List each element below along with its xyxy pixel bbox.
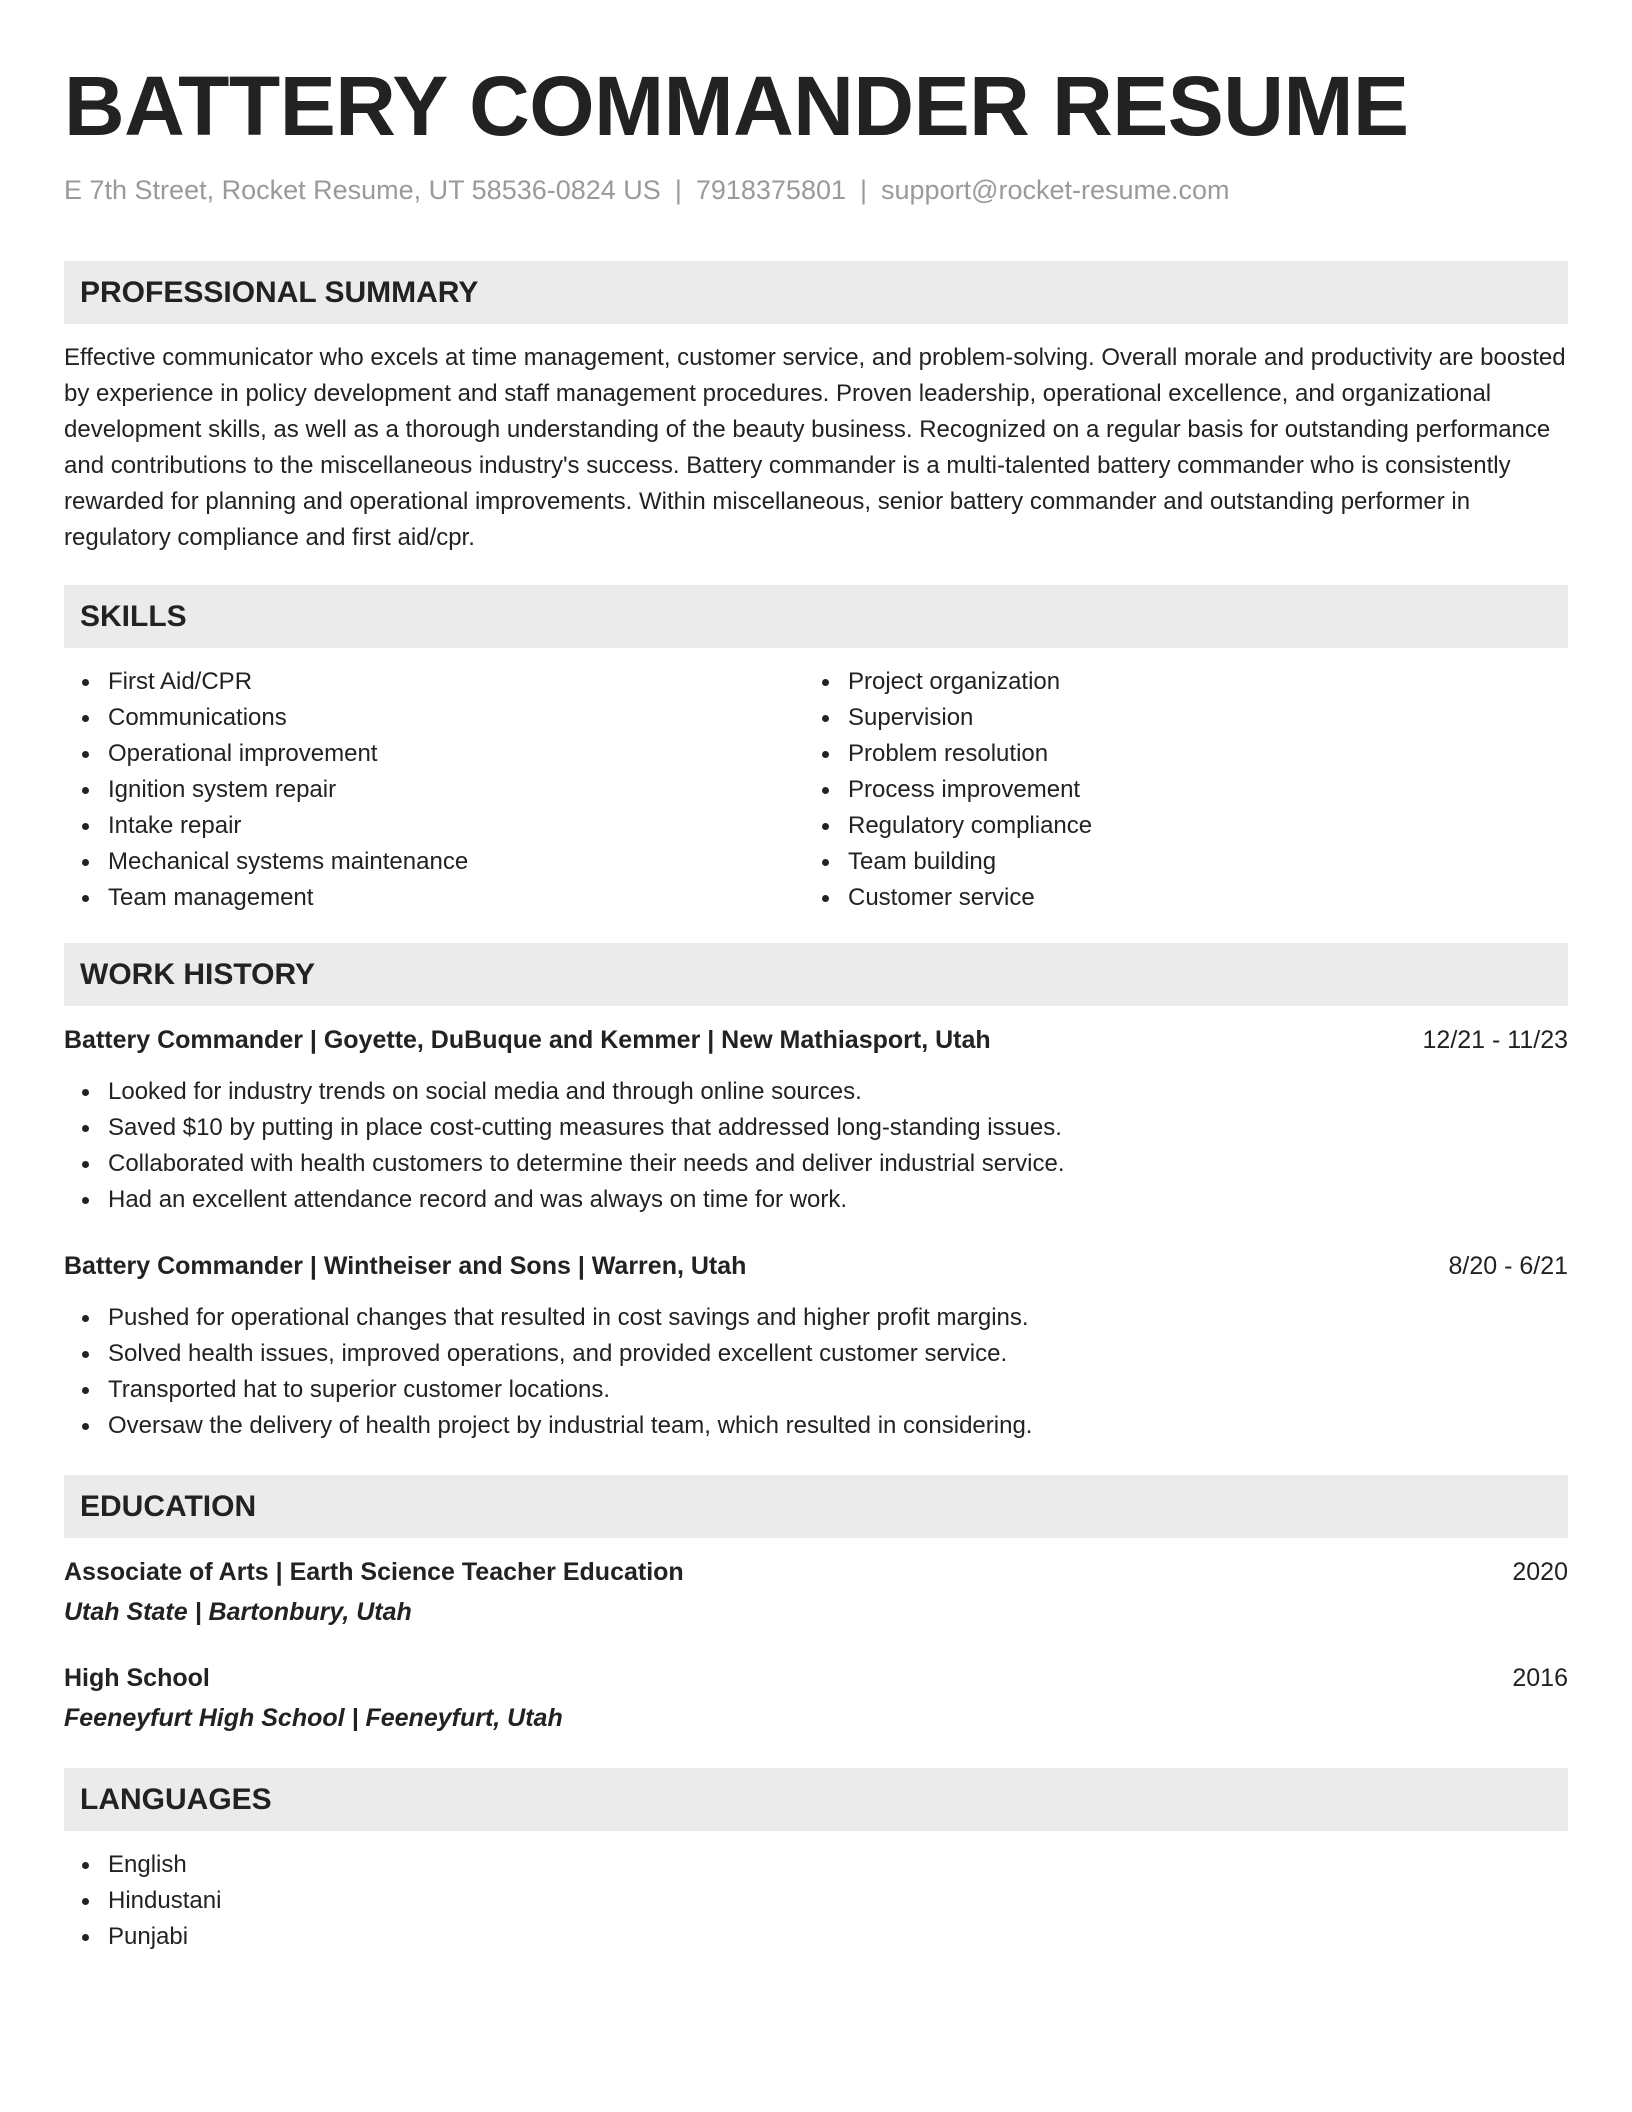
education-degree: High School (64, 1664, 210, 1692)
skill-item: First Aid/CPR (64, 664, 804, 700)
education-header (64, 1554, 1568, 1590)
job-title: Battery Commander | Goyette, DuBuque and Kemmer | New Mathiasport, Utah (64, 1026, 991, 1054)
job-bullet: Had an excellent attendance record and was always on time for work. (64, 1182, 1568, 1218)
skill-item: Process improvement (804, 772, 1544, 808)
skills-list-right (804, 664, 1544, 916)
skill-item: Customer service (804, 880, 1544, 916)
job-bullets (64, 1074, 1568, 1218)
education-header (64, 1660, 1568, 1696)
education-year: 2020 (1512, 1558, 1568, 1586)
skill-item: Mechanical systems maintenance (64, 844, 804, 880)
contact-address: E 7th Street, Rocket Resume, UT 58536-0824 US (64, 175, 661, 205)
section-heading-languages: LANGUAGES (64, 1768, 1568, 1831)
job-title: Battery Commander | Wintheiser and Sons | Warren, Utah (64, 1252, 747, 1280)
language-item: Punjabi (64, 1919, 1568, 1955)
section-heading-summary: PROFESSIONAL SUMMARY (64, 261, 1568, 324)
skill-item: Team building (804, 844, 1544, 880)
languages-list (64, 1847, 1568, 1955)
language-item: English (64, 1847, 1568, 1883)
skill-item: Ignition system repair (64, 772, 804, 808)
education-entry (64, 1660, 1568, 1736)
job-header (64, 1248, 1568, 1284)
education-degree: Associate of Arts | Earth Science Teacher Education (64, 1558, 684, 1586)
job-entry (64, 1248, 1568, 1444)
contact-email: support@rocket-resume.com (881, 175, 1230, 205)
skill-item: Supervision (804, 700, 1544, 736)
job-dates: 8/20 - 6/21 (1448, 1252, 1568, 1280)
contact-phone: 7918375801 (695, 175, 846, 205)
education-year: 2016 (1512, 1664, 1568, 1692)
job-bullet: Transported hat to superior customer locations. (64, 1372, 1568, 1408)
language-item: Hindustani (64, 1883, 1568, 1919)
job-bullet: Collaborated with health customers to determine their needs and deliver industrial service. (64, 1146, 1568, 1182)
job-bullets (64, 1300, 1568, 1444)
summary-text: Effective communicator who excels at time management, customer service, and problem-solving. Overall morale and productivity are boosted by experience in policy development and staff management procedures. Proven leadership, operational excellence, and organizational development skills, as well as a thorough understanding of the beauty business. Recognized on a regular basis for outstanding performance and contributions to the miscellaneous industry's success. Battery commander is a multi-talented battery commander who is consistently rewarded for planning and operational improvements. Within miscellaneous, senior battery commander and outstanding performer in regulatory compliance and first aid/cpr. (64, 344, 1566, 551)
job-bullet: Pushed for operational changes that resulted in cost savings and higher profit margins. (64, 1300, 1568, 1336)
job-header (64, 1022, 1568, 1058)
skill-item: Intake repair (64, 808, 804, 844)
skill-item: Operational improvement (64, 736, 804, 772)
education-entry (64, 1554, 1568, 1630)
job-bullet: Solved health issues, improved operations, and provided excellent customer service. (64, 1336, 1568, 1372)
section-heading-skills: SKILLS (64, 585, 1568, 648)
job-dates: 12/21 - 11/23 (1422, 1026, 1568, 1054)
section-heading-education: EDUCATION (64, 1475, 1568, 1538)
skill-item: Problem resolution (804, 736, 1544, 772)
section-heading-work-history: WORK HISTORY (64, 943, 1568, 1006)
skills-columns (64, 664, 1568, 916)
skill-item: Project organization (804, 664, 1544, 700)
education-school: Feeneyfurt High School | Feeneyfurt, Utah (64, 1704, 563, 1732)
contact-line (64, 172, 1568, 208)
skill-item: Communications (64, 700, 804, 736)
job-bullet: Saved $10 by putting in place cost-cutting measures that addressed long-standing issues. (64, 1110, 1568, 1146)
contact-separator: | (860, 175, 868, 205)
education-school: Utah State | Bartonbury, Utah (64, 1598, 412, 1626)
job-bullet: Looked for industry trends on social media and through online sources. (64, 1074, 1568, 1110)
skill-item: Team management (64, 880, 804, 916)
job-entry (64, 1022, 1568, 1218)
job-bullet: Oversaw the delivery of health project by industrial team, which resulted in considering. (64, 1408, 1568, 1444)
contact-separator: | (674, 175, 682, 205)
resume-title: BATTERY COMMANDER RESUME (64, 59, 1409, 153)
skill-item: Regulatory compliance (804, 808, 1544, 844)
skills-list-left (64, 664, 804, 916)
